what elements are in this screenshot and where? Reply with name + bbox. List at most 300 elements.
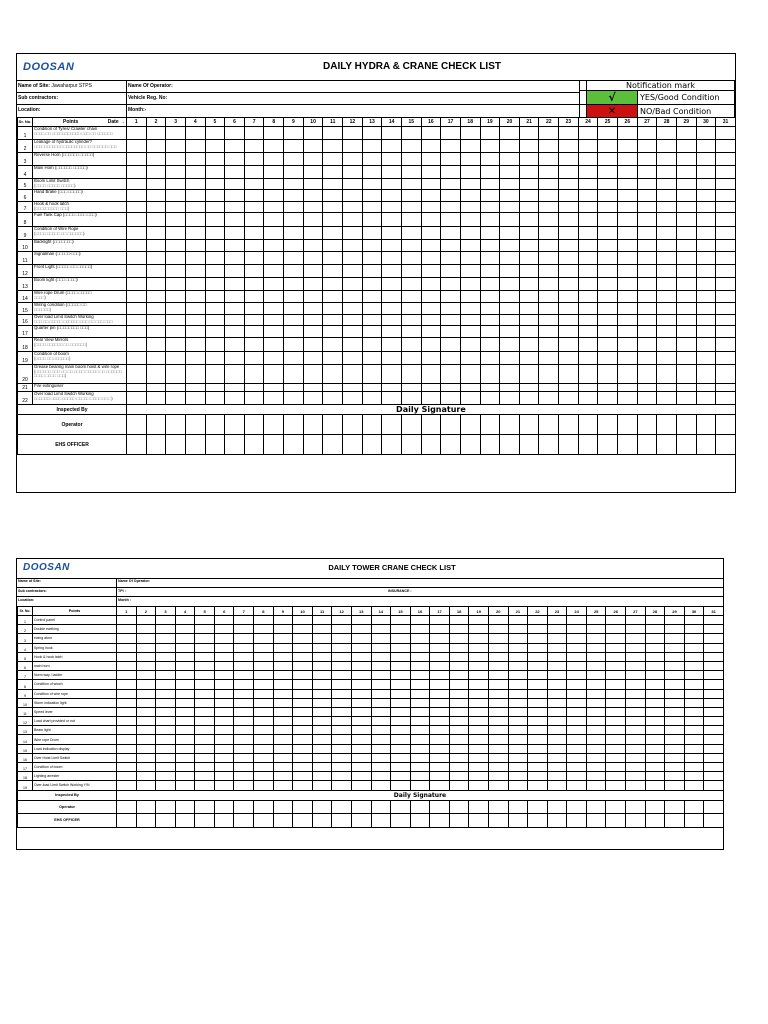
check-cell[interactable] — [684, 634, 704, 643]
check-cell[interactable] — [480, 326, 500, 338]
check-cell[interactable] — [351, 726, 371, 735]
check-cell[interactable] — [421, 326, 441, 338]
check-cell[interactable] — [323, 202, 343, 213]
check-cell[interactable] — [637, 213, 657, 227]
check-cell[interactable] — [234, 652, 254, 661]
check-cell[interactable] — [382, 365, 402, 384]
check-cell[interactable] — [684, 625, 704, 634]
check-cell[interactable] — [460, 315, 480, 326]
check-cell[interactable] — [657, 326, 677, 338]
check-cell[interactable] — [598, 326, 618, 338]
check-cell[interactable] — [441, 202, 461, 213]
check-cell[interactable] — [401, 179, 421, 190]
check-cell[interactable] — [539, 303, 559, 315]
check-cell[interactable] — [205, 365, 225, 384]
check-cell[interactable] — [166, 213, 186, 227]
check-cell[interactable] — [488, 814, 508, 828]
check-cell[interactable] — [156, 652, 176, 661]
check-cell[interactable] — [175, 643, 195, 652]
check-cell[interactable] — [441, 265, 461, 278]
check-cell[interactable] — [284, 153, 304, 166]
check-cell[interactable] — [441, 190, 461, 202]
check-cell[interactable] — [488, 800, 508, 814]
check-cell[interactable] — [684, 652, 704, 661]
check-cell[interactable] — [156, 707, 176, 716]
check-cell[interactable] — [598, 315, 618, 326]
check-cell[interactable] — [684, 680, 704, 689]
check-cell[interactable] — [303, 291, 323, 303]
check-cell[interactable] — [528, 814, 548, 828]
check-cell[interactable] — [441, 315, 461, 326]
check-cell[interactable] — [234, 735, 254, 744]
check-cell[interactable] — [716, 190, 736, 202]
check-cell[interactable] — [244, 153, 264, 166]
check-cell[interactable] — [567, 763, 587, 772]
check-cell[interactable] — [391, 634, 411, 643]
check-cell[interactable] — [460, 140, 480, 153]
check-cell[interactable] — [166, 291, 186, 303]
check-cell[interactable] — [421, 265, 441, 278]
check-cell[interactable] — [637, 227, 657, 240]
check-cell[interactable] — [508, 625, 528, 634]
check-cell[interactable] — [657, 213, 677, 227]
check-cell[interactable] — [156, 814, 176, 828]
check-cell[interactable] — [480, 127, 500, 140]
check-cell[interactable] — [284, 190, 304, 202]
check-cell[interactable] — [421, 166, 441, 179]
check-cell[interactable] — [312, 671, 332, 680]
check-cell[interactable] — [528, 772, 548, 781]
check-cell[interactable] — [244, 202, 264, 213]
check-cell[interactable] — [645, 814, 665, 828]
check-cell[interactable] — [676, 365, 696, 384]
check-cell[interactable] — [284, 415, 304, 435]
check-cell[interactable] — [460, 352, 480, 365]
check-cell[interactable] — [598, 392, 618, 405]
check-cell[interactable] — [716, 213, 736, 227]
check-cell[interactable] — [382, 166, 402, 179]
check-cell[interactable] — [293, 763, 313, 772]
check-cell[interactable] — [195, 689, 215, 698]
check-cell[interactable] — [637, 190, 657, 202]
check-cell[interactable] — [657, 240, 677, 252]
check-cell[interactable] — [127, 384, 147, 392]
check-cell[interactable] — [684, 726, 704, 735]
check-cell[interactable] — [578, 326, 598, 338]
check-cell[interactable] — [586, 800, 606, 814]
check-cell[interactable] — [696, 435, 716, 455]
check-cell[interactable] — [637, 291, 657, 303]
check-cell[interactable] — [539, 315, 559, 326]
check-cell[interactable] — [146, 240, 166, 252]
check-cell[interactable] — [606, 707, 626, 716]
check-cell[interactable] — [528, 680, 548, 689]
check-cell[interactable] — [166, 352, 186, 365]
check-cell[interactable] — [371, 661, 391, 670]
check-cell[interactable] — [488, 717, 508, 726]
check-cell[interactable] — [547, 616, 567, 625]
check-cell[interactable] — [618, 127, 638, 140]
check-cell[interactable] — [175, 634, 195, 643]
check-cell[interactable] — [117, 707, 137, 716]
check-cell[interactable] — [696, 240, 716, 252]
check-cell[interactable] — [166, 315, 186, 326]
check-cell[interactable] — [704, 634, 724, 643]
check-cell[interactable] — [716, 227, 736, 240]
check-cell[interactable] — [273, 643, 293, 652]
check-cell[interactable] — [195, 753, 215, 762]
check-cell[interactable] — [127, 303, 147, 315]
check-cell[interactable] — [539, 435, 559, 455]
check-cell[interactable] — [410, 781, 430, 790]
check-cell[interactable] — [205, 303, 225, 315]
check-cell[interactable] — [469, 652, 489, 661]
check-cell[interactable] — [303, 384, 323, 392]
check-cell[interactable] — [312, 643, 332, 652]
check-cell[interactable] — [371, 800, 391, 814]
check-cell[interactable] — [323, 140, 343, 153]
check-cell[interactable] — [401, 392, 421, 405]
check-cell[interactable] — [234, 689, 254, 698]
check-cell[interactable] — [586, 763, 606, 772]
check-cell[interactable] — [716, 153, 736, 166]
check-cell[interactable] — [146, 265, 166, 278]
check-cell[interactable] — [166, 392, 186, 405]
check-cell[interactable] — [488, 689, 508, 698]
check-cell[interactable] — [559, 384, 579, 392]
check-cell[interactable] — [488, 735, 508, 744]
check-cell[interactable] — [578, 190, 598, 202]
check-cell[interactable] — [371, 781, 391, 790]
check-cell[interactable] — [332, 763, 352, 772]
check-cell[interactable] — [618, 365, 638, 384]
check-cell[interactable] — [606, 717, 626, 726]
check-cell[interactable] — [264, 365, 284, 384]
check-cell[interactable] — [117, 753, 137, 762]
check-cell[interactable] — [488, 781, 508, 790]
check-cell[interactable] — [598, 435, 618, 455]
check-cell[interactable] — [626, 800, 646, 814]
check-cell[interactable] — [519, 338, 539, 352]
check-cell[interactable] — [293, 671, 313, 680]
check-cell[interactable] — [264, 384, 284, 392]
check-cell[interactable] — [645, 689, 665, 698]
check-cell[interactable] — [519, 190, 539, 202]
check-cell[interactable] — [351, 744, 371, 753]
check-cell[interactable] — [519, 326, 539, 338]
check-cell[interactable] — [185, 326, 205, 338]
check-cell[interactable] — [214, 717, 234, 726]
check-cell[interactable] — [449, 643, 469, 652]
check-cell[interactable] — [637, 153, 657, 166]
check-cell[interactable] — [362, 384, 382, 392]
check-cell[interactable] — [166, 202, 186, 213]
check-cell[interactable] — [195, 680, 215, 689]
check-cell[interactable] — [205, 435, 225, 455]
check-cell[interactable] — [225, 278, 245, 291]
check-cell[interactable] — [264, 352, 284, 365]
check-cell[interactable] — [539, 392, 559, 405]
check-cell[interactable] — [559, 392, 579, 405]
check-cell[interactable] — [618, 303, 638, 315]
check-cell[interactable] — [421, 127, 441, 140]
check-cell[interactable] — [214, 772, 234, 781]
check-cell[interactable] — [225, 392, 245, 405]
check-cell[interactable] — [185, 240, 205, 252]
check-cell[interactable] — [185, 190, 205, 202]
check-cell[interactable] — [273, 781, 293, 790]
check-cell[interactable] — [127, 153, 147, 166]
check-cell[interactable] — [244, 352, 264, 365]
check-cell[interactable] — [449, 717, 469, 726]
check-cell[interactable] — [528, 781, 548, 790]
check-cell[interactable] — [156, 781, 176, 790]
check-cell[interactable] — [500, 265, 520, 278]
check-cell[interactable] — [205, 338, 225, 352]
check-cell[interactable] — [645, 661, 665, 670]
check-cell[interactable] — [480, 227, 500, 240]
check-cell[interactable] — [225, 227, 245, 240]
check-cell[interactable] — [175, 689, 195, 698]
check-cell[interactable] — [637, 435, 657, 455]
check-cell[interactable] — [704, 717, 724, 726]
check-cell[interactable] — [146, 315, 166, 326]
check-cell[interactable] — [567, 616, 587, 625]
check-cell[interactable] — [175, 726, 195, 735]
check-cell[interactable] — [332, 652, 352, 661]
check-cell[interactable] — [127, 265, 147, 278]
check-cell[interactable] — [626, 781, 646, 790]
check-cell[interactable] — [559, 278, 579, 291]
check-cell[interactable] — [696, 352, 716, 365]
check-cell[interactable] — [254, 698, 274, 707]
check-cell[interactable] — [488, 652, 508, 661]
check-cell[interactable] — [146, 278, 166, 291]
check-cell[interactable] — [626, 625, 646, 634]
check-cell[interactable] — [684, 707, 704, 716]
check-cell[interactable] — [175, 800, 195, 814]
check-cell[interactable] — [618, 252, 638, 265]
check-cell[interactable] — [665, 625, 685, 634]
check-cell[interactable] — [469, 671, 489, 680]
check-cell[interactable] — [488, 634, 508, 643]
check-cell[interactable] — [657, 352, 677, 365]
check-cell[interactable] — [430, 800, 450, 814]
check-cell[interactable] — [127, 252, 147, 265]
check-cell[interactable] — [606, 689, 626, 698]
check-cell[interactable] — [195, 698, 215, 707]
check-cell[interactable] — [371, 616, 391, 625]
check-cell[interactable] — [136, 661, 156, 670]
check-cell[interactable] — [312, 781, 332, 790]
check-cell[interactable] — [500, 166, 520, 179]
check-cell[interactable] — [273, 735, 293, 744]
check-cell[interactable] — [500, 338, 520, 352]
check-cell[interactable] — [332, 800, 352, 814]
check-cell[interactable] — [645, 680, 665, 689]
check-cell[interactable] — [391, 726, 411, 735]
check-cell[interactable] — [519, 315, 539, 326]
check-cell[interactable] — [323, 227, 343, 240]
check-cell[interactable] — [205, 190, 225, 202]
check-cell[interactable] — [469, 661, 489, 670]
check-cell[interactable] — [547, 763, 567, 772]
check-cell[interactable] — [578, 127, 598, 140]
check-cell[interactable] — [676, 140, 696, 153]
check-cell[interactable] — [547, 634, 567, 643]
check-cell[interactable] — [500, 240, 520, 252]
check-cell[interactable] — [559, 326, 579, 338]
check-cell[interactable] — [156, 625, 176, 634]
check-cell[interactable] — [598, 352, 618, 365]
check-cell[interactable] — [421, 213, 441, 227]
check-cell[interactable] — [205, 127, 225, 140]
check-cell[interactable] — [586, 643, 606, 652]
check-cell[interactable] — [488, 772, 508, 781]
check-cell[interactable] — [205, 384, 225, 392]
check-cell[interactable] — [480, 278, 500, 291]
check-cell[interactable] — [195, 707, 215, 716]
check-cell[interactable] — [657, 153, 677, 166]
check-cell[interactable] — [225, 127, 245, 140]
check-cell[interactable] — [410, 717, 430, 726]
check-cell[interactable] — [598, 303, 618, 315]
check-cell[interactable] — [136, 753, 156, 762]
check-cell[interactable] — [480, 415, 500, 435]
check-cell[interactable] — [578, 392, 598, 405]
check-cell[interactable] — [657, 166, 677, 179]
check-cell[interactable] — [559, 435, 579, 455]
check-cell[interactable] — [421, 435, 441, 455]
check-cell[interactable] — [343, 278, 363, 291]
check-cell[interactable] — [606, 814, 626, 828]
check-cell[interactable] — [606, 772, 626, 781]
check-cell[interactable] — [351, 772, 371, 781]
check-cell[interactable] — [323, 240, 343, 252]
check-cell[interactable] — [704, 707, 724, 716]
check-cell[interactable] — [657, 252, 677, 265]
check-cell[interactable] — [508, 735, 528, 744]
check-cell[interactable] — [598, 202, 618, 213]
check-cell[interactable] — [716, 303, 736, 315]
check-cell[interactable] — [539, 202, 559, 213]
check-cell[interactable] — [626, 707, 646, 716]
check-cell[interactable] — [214, 763, 234, 772]
check-cell[interactable] — [343, 140, 363, 153]
check-cell[interactable] — [362, 278, 382, 291]
check-cell[interactable] — [567, 726, 587, 735]
check-cell[interactable] — [175, 707, 195, 716]
check-cell[interactable] — [500, 213, 520, 227]
check-cell[interactable] — [469, 643, 489, 652]
check-cell[interactable] — [371, 698, 391, 707]
check-cell[interactable] — [175, 671, 195, 680]
check-cell[interactable] — [480, 240, 500, 252]
check-cell[interactable] — [676, 338, 696, 352]
check-cell[interactable] — [323, 252, 343, 265]
check-cell[interactable] — [264, 326, 284, 338]
check-cell[interactable] — [323, 179, 343, 190]
check-cell[interactable] — [343, 435, 363, 455]
check-cell[interactable] — [500, 291, 520, 303]
check-cell[interactable] — [343, 315, 363, 326]
check-cell[interactable] — [136, 726, 156, 735]
check-cell[interactable] — [391, 800, 411, 814]
check-cell[interactable] — [362, 153, 382, 166]
check-cell[interactable] — [146, 303, 166, 315]
check-cell[interactable] — [460, 190, 480, 202]
check-cell[interactable] — [618, 179, 638, 190]
check-cell[interactable] — [410, 634, 430, 643]
check-cell[interactable] — [684, 661, 704, 670]
check-cell[interactable] — [547, 643, 567, 652]
check-cell[interactable] — [323, 392, 343, 405]
check-cell[interactable] — [716, 352, 736, 365]
check-cell[interactable] — [657, 315, 677, 326]
check-cell[interactable] — [391, 616, 411, 625]
check-cell[interactable] — [382, 127, 402, 140]
check-cell[interactable] — [205, 278, 225, 291]
check-cell[interactable] — [547, 698, 567, 707]
check-cell[interactable] — [657, 365, 677, 384]
check-cell[interactable] — [264, 338, 284, 352]
check-cell[interactable] — [351, 735, 371, 744]
check-cell[interactable] — [323, 127, 343, 140]
check-cell[interactable] — [303, 352, 323, 365]
check-cell[interactable] — [559, 415, 579, 435]
check-cell[interactable] — [127, 202, 147, 213]
check-cell[interactable] — [500, 252, 520, 265]
check-cell[interactable] — [343, 338, 363, 352]
check-cell[interactable] — [528, 707, 548, 716]
check-cell[interactable] — [586, 726, 606, 735]
check-cell[interactable] — [264, 315, 284, 326]
check-cell[interactable] — [430, 744, 450, 753]
check-cell[interactable] — [284, 127, 304, 140]
check-cell[interactable] — [528, 753, 548, 762]
check-cell[interactable] — [528, 800, 548, 814]
check-cell[interactable] — [547, 671, 567, 680]
check-cell[interactable] — [626, 772, 646, 781]
check-cell[interactable] — [127, 278, 147, 291]
check-cell[interactable] — [696, 202, 716, 213]
check-cell[interactable] — [586, 634, 606, 643]
check-cell[interactable] — [332, 616, 352, 625]
check-cell[interactable] — [684, 800, 704, 814]
check-cell[interactable] — [684, 753, 704, 762]
check-cell[interactable] — [214, 643, 234, 652]
check-cell[interactable] — [244, 435, 264, 455]
check-cell[interactable] — [284, 392, 304, 405]
check-cell[interactable] — [567, 643, 587, 652]
check-cell[interactable] — [127, 415, 147, 435]
check-cell[interactable] — [214, 625, 234, 634]
check-cell[interactable] — [343, 202, 363, 213]
check-cell[interactable] — [312, 735, 332, 744]
check-cell[interactable] — [460, 252, 480, 265]
check-cell[interactable] — [136, 800, 156, 814]
check-cell[interactable] — [225, 140, 245, 153]
check-cell[interactable] — [293, 772, 313, 781]
check-cell[interactable] — [657, 202, 677, 213]
check-cell[interactable] — [401, 166, 421, 179]
check-cell[interactable] — [273, 814, 293, 828]
check-cell[interactable] — [598, 278, 618, 291]
check-cell[interactable] — [586, 772, 606, 781]
check-cell[interactable] — [225, 384, 245, 392]
check-cell[interactable] — [539, 166, 559, 179]
check-cell[interactable] — [665, 616, 685, 625]
